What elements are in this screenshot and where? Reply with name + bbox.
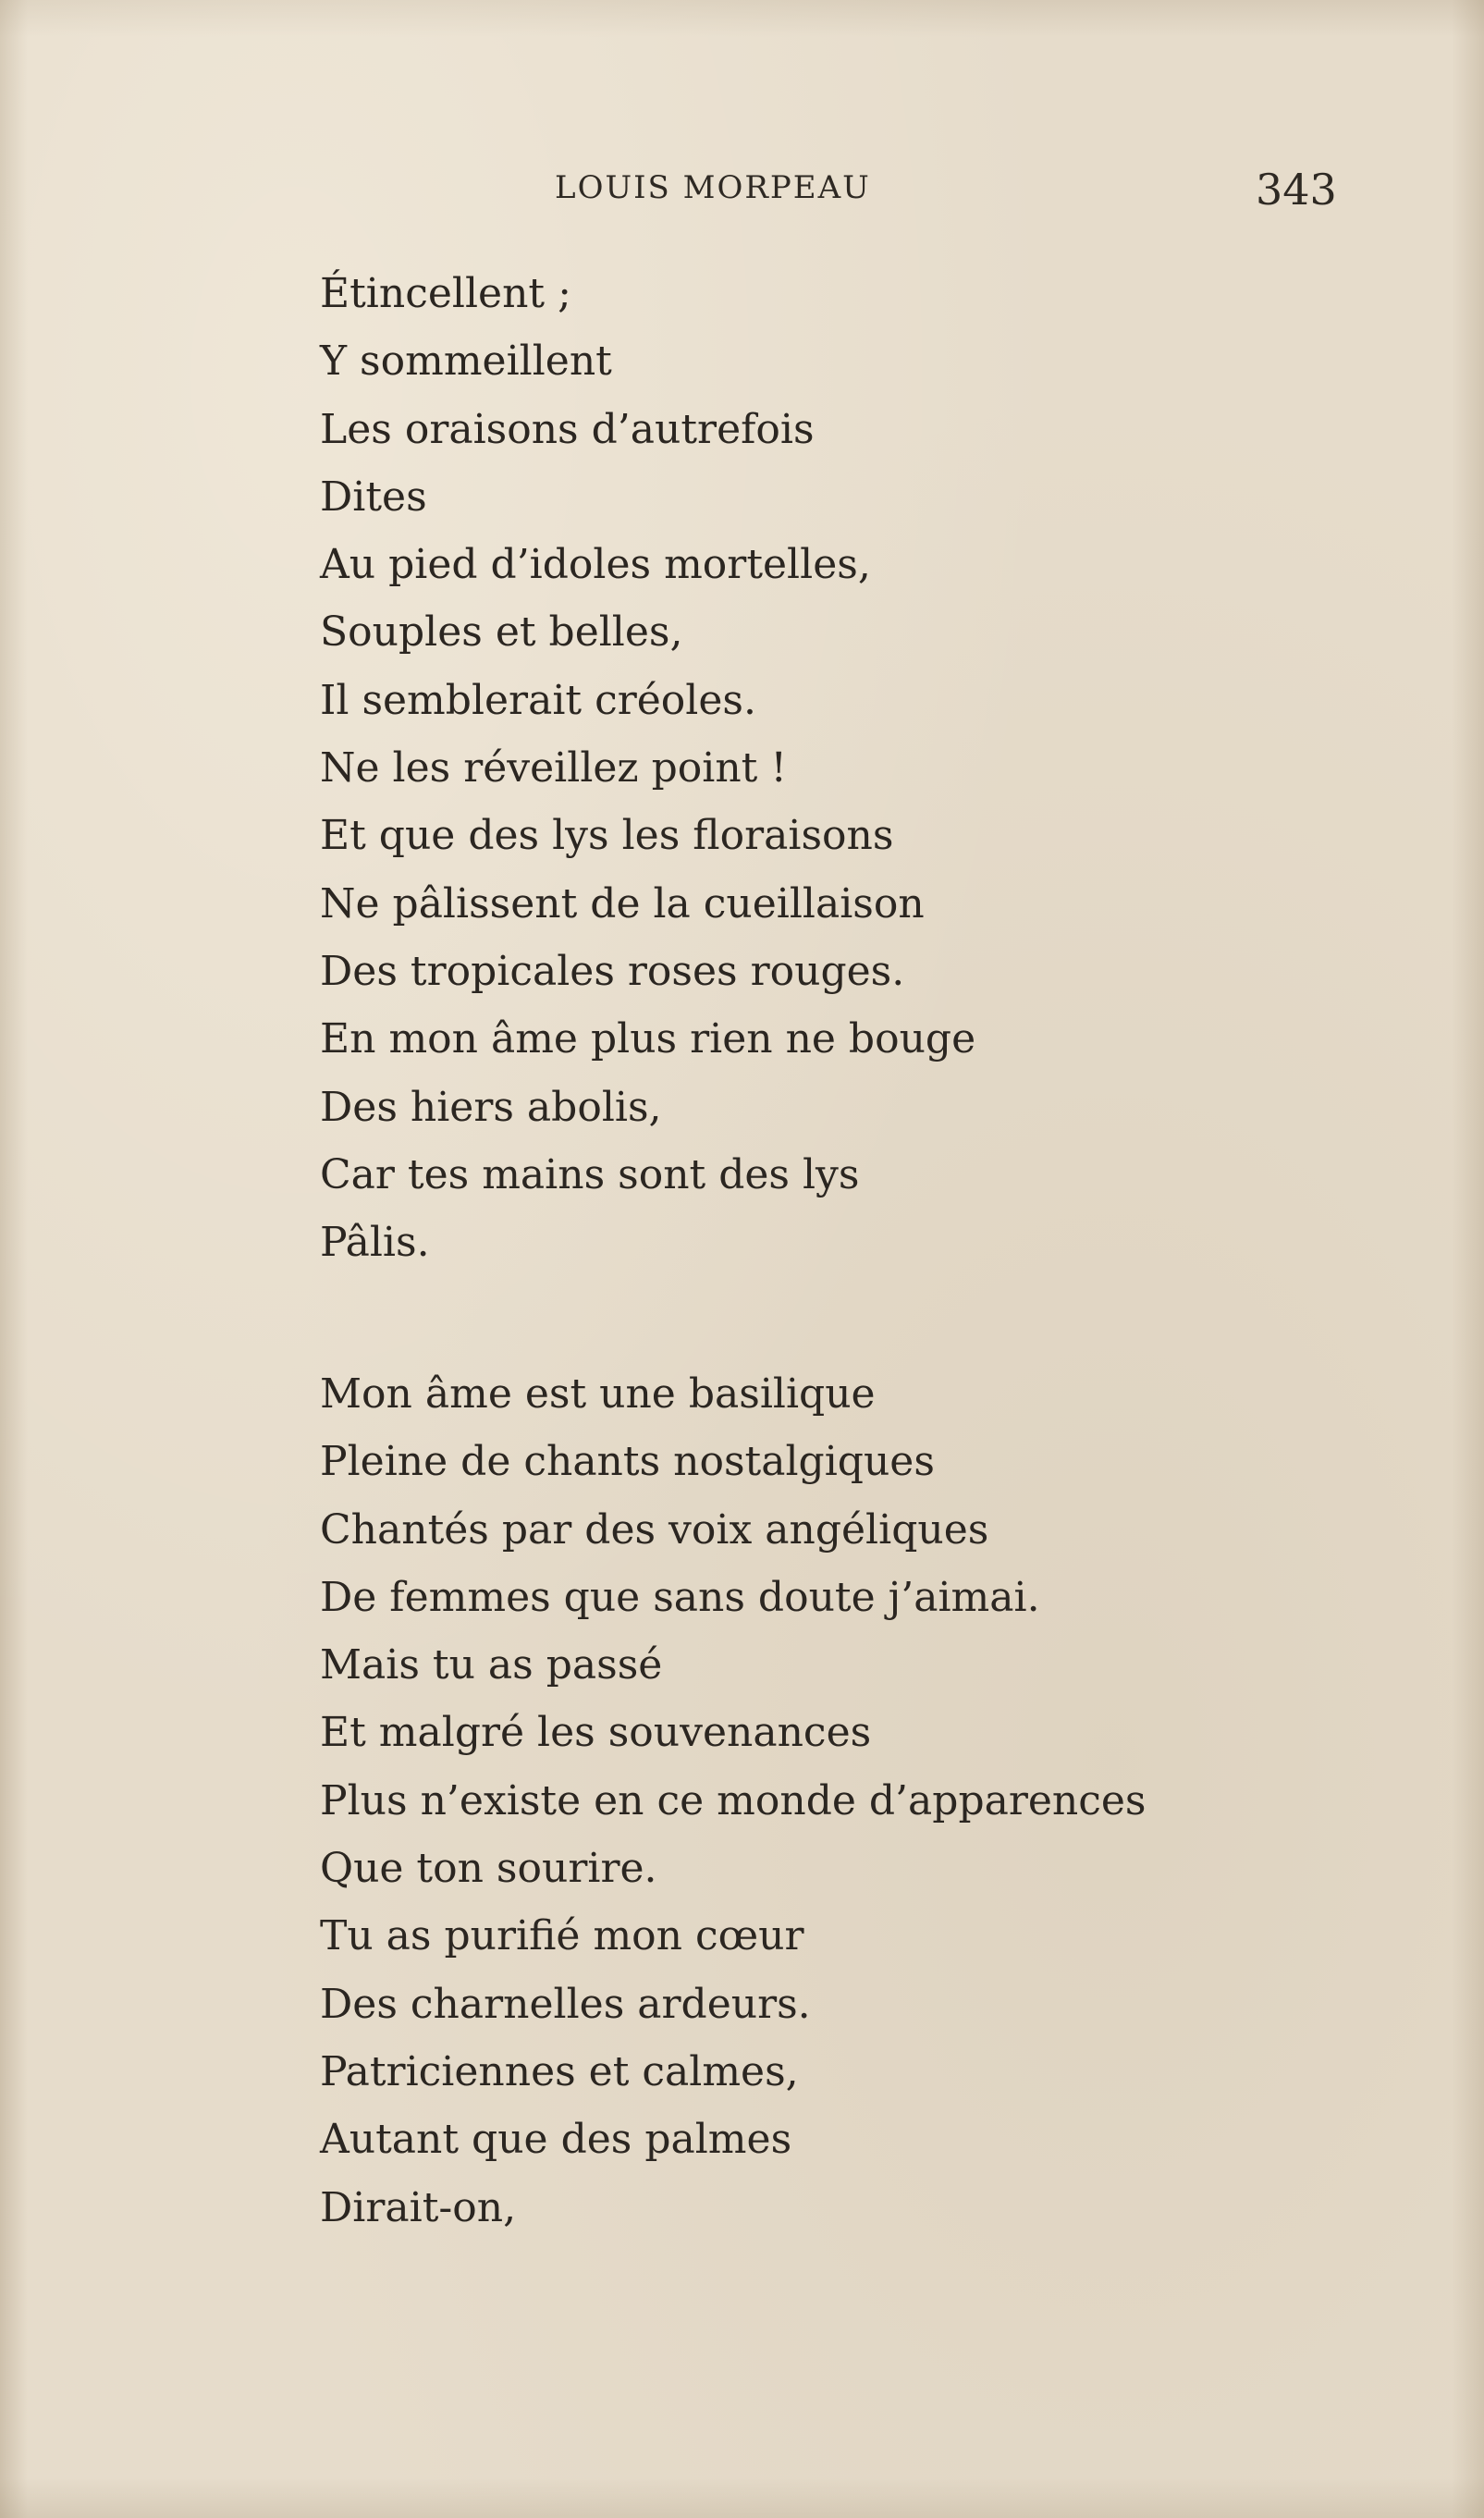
verse-line: Dites: [320, 473, 427, 521]
verse-line: Y sommeillent: [320, 338, 612, 386]
verse-line: Les oraisons d’autrefois: [320, 405, 815, 453]
verse-line: Patriciennes et calmes,: [320, 2047, 799, 2095]
verse-line: En mon âme plus rien ne bouge: [320, 1015, 976, 1063]
verse-line: Ne pâlissent de la cueillaison: [320, 879, 925, 927]
verse-line: Souples et belles,: [320, 608, 683, 657]
verse-line: Autant que des palmes: [320, 2116, 792, 2164]
verse-line: Étincellent ;: [320, 270, 571, 317]
verse-line: Chantés par des voix angéliques: [320, 1505, 989, 1554]
verse-line: De femmes que sans doute j’aimai.: [320, 1573, 1040, 1621]
verse-line: Plus n’existe en ce monde d’apparences: [320, 1776, 1147, 1824]
verse-line: Et que des lys les floraisons: [320, 812, 894, 860]
verse-line: Pâlis.: [320, 1219, 430, 1267]
verse-line: Tu as purifié mon cœur: [320, 1912, 804, 1960]
verse-line: Mon âme est une basilique: [320, 1370, 876, 1418]
page-number: 343: [1256, 165, 1337, 215]
verse-line: Mais tu as passé: [320, 1641, 663, 1689]
verse-line: Dirait-on,: [320, 2183, 517, 2231]
stanza-1: [320, 260, 975, 1276]
verse-line: Des charnelles ardeurs.: [320, 1980, 811, 2028]
verse-line: Que ton sourire.: [320, 1845, 657, 1893]
verse-line: Des hiers abolis,: [320, 1083, 662, 1131]
verse-line: Au pied d’idoles mortelles,: [320, 541, 871, 589]
verse-line: Et malgré les souvenances: [320, 1709, 872, 1757]
verse-line: Car tes mains sont des lys: [320, 1150, 860, 1198]
verse-line: Il semblerait créoles.: [320, 676, 756, 724]
verse-line: Des tropicales roses rouges.: [320, 947, 905, 995]
verse-line: Ne les réveillez point !: [320, 744, 788, 792]
running-head: LOUIS MORPEAU: [555, 169, 871, 206]
verse-line: Pleine de chants nostalgiques: [320, 1438, 935, 1486]
stanza-2: [320, 1360, 1147, 2242]
